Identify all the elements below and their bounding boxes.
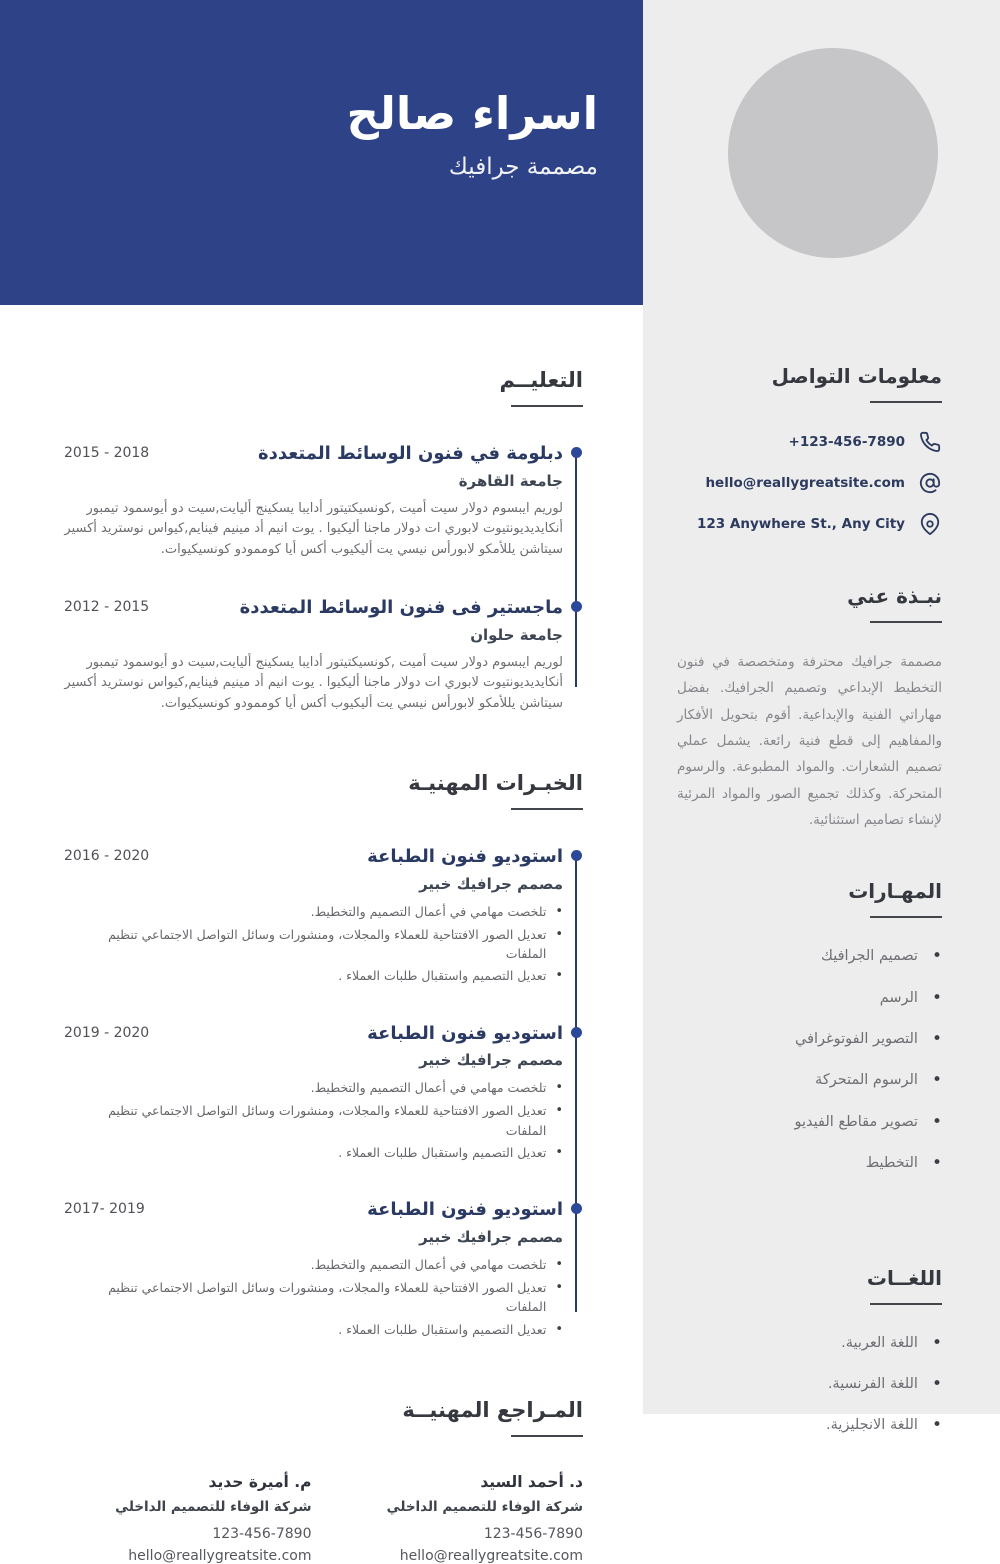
role-title: مصمم جرافيك خبير <box>419 1227 563 1246</box>
reference-email: hello@reallygreatsite.com <box>128 1547 312 1564</box>
education-description: لوريم ايبسوم دولار سيت أميت ,كونسيكتيتور أدايبا يسكينج أليايت,سيت دو أيوسمود تيمبور أنكايديديونتيوت لابوري ات دولار ماجنا أليكيوا . يوت انيم أد مينيم فينايم,كيواس نوستريد أكسير سيتاشن يللأمكو لابورأس نيسي يت أليكيوب أكس أيا كوممودو كونسيكيوات. <box>64 654 563 712</box>
skills-list <box>677 946 942 1173</box>
person-job-title: مصممة جرافيك <box>448 153 598 180</box>
reference-name: م. أميرة حديد <box>208 1472 312 1491</box>
timeline-dot-icon <box>571 1203 582 1214</box>
education-description: لوريم ايبسوم دولار سيت أميت ,كونسيكتيتور أدايبا يسكينج أليايت,سيت دو أيوسمود تيمبور أنكايديديونتيوت لابوري ات دولار ماجنا أليكيوا . يوت انيم أد مينيم فينايم,كيواس نوستريد أكسير سيتاشن يللأمكو لابورأس نيسي يت أليكيوب أكس أيا كوممودو كونسيكيوات. <box>64 500 563 558</box>
bullet-icon: • <box>555 926 563 942</box>
duty-item: • تعديل الصور الافتتاحية للعملاء والمجلات، ومنشورات وسائل التواصل الاجتماعي تنظيم الملفات <box>64 1101 563 1140</box>
duty-item: • تعديل التصميم واستقبال طلبات العملاء . <box>64 1320 563 1340</box>
date-range: 2015 - 2018 <box>64 445 150 461</box>
education-entries <box>64 443 583 715</box>
experience-heading: الخبـرات المهنيـة <box>408 770 583 795</box>
location-icon <box>918 512 942 536</box>
about-text: مصممة جرافيك محترفة ومتخصصة في فنون التخطيط الإبداعي وتصميم الجرافيك. بفضل مهاراتي الفنية والإبداعية. أقوم بتحويل الأفكار والمفاهيم إلى قطع فنية رائعة. يشمل عملي تصميم الشعارات. والمواد المطبوعة. والرسوم المتحركة. وكذلك تجميع الصور والمواد المرئية لإنشاء تصاميم استثنائية. <box>677 654 942 828</box>
timeline-line <box>575 453 577 687</box>
bullet-icon: • <box>931 1415 942 1436</box>
education-entry <box>64 443 563 561</box>
contact-items <box>677 430 942 536</box>
bullet-icon: • <box>931 1153 942 1174</box>
timeline-line <box>575 856 577 1312</box>
references-list <box>64 1473 583 1564</box>
bullet-icon: • <box>931 1332 942 1353</box>
bullet-icon: • <box>555 1256 563 1272</box>
education-entry <box>64 597 563 715</box>
timeline-dot-icon <box>571 601 582 612</box>
at-icon <box>918 471 942 495</box>
reference-company: شركة الوفاء للتصميم الداخلي <box>115 1498 312 1515</box>
bullet-icon: • <box>555 1145 563 1161</box>
heading-underline <box>870 916 942 918</box>
duty-item: • تعديل التصميم واستقبال طلبات العملاء . <box>64 1143 563 1163</box>
skill-item: • التخطيط <box>865 1153 942 1174</box>
reference-card <box>336 1473 584 1564</box>
company-name: استوديو فنون الطباعة <box>367 1022 563 1044</box>
profile-photo <box>728 48 938 258</box>
heading-underline <box>511 1435 583 1437</box>
skill-item: • التصوير الفوتوغرافي <box>795 1028 942 1049</box>
heading-underline <box>511 405 583 407</box>
company-name: استوديو فنون الطباعة <box>367 845 563 867</box>
contact-section <box>677 364 942 536</box>
address-value: 123 Anywhere St., Any City <box>697 516 905 532</box>
duties-list <box>64 1255 563 1340</box>
phone-value: +123-456-7890 <box>788 434 905 450</box>
education-heading: التعليــم <box>499 368 583 392</box>
duty-item: • تعديل الصور الافتتاحية للعملاء والمجلات، ومنشورات وسائل التواصل الاجتماعي تنظيم الملفات <box>64 1278 563 1317</box>
heading-underline <box>870 401 942 403</box>
bullet-icon: • <box>931 946 942 967</box>
skill-item: • الرسوم المتحركة <box>815 1070 942 1091</box>
languages-list <box>677 1333 942 1436</box>
timeline-dot-icon <box>571 850 582 861</box>
heading-underline <box>511 808 583 810</box>
date-range: 2016 - 2020 <box>64 847 150 864</box>
timeline-dot-icon <box>571 447 582 458</box>
skill-item: • الرسم <box>879 987 942 1008</box>
language-item: • اللغة الانجليزية. <box>826 1415 942 1436</box>
phone-icon <box>918 430 942 454</box>
date-range: 2012 - 2015 <box>64 598 150 615</box>
bullet-icon: • <box>931 1028 942 1049</box>
contact-heading: معلومات التواصل <box>771 364 942 388</box>
experience-entry <box>64 1023 563 1164</box>
sidebar-content <box>643 258 1000 1457</box>
experience-entry <box>64 846 563 987</box>
heading-underline <box>870 1303 942 1305</box>
bullet-icon: • <box>931 987 942 1008</box>
duty-item: • تلخصت مهامي في أعمال التصميم والتخطيط. <box>64 902 563 922</box>
bullet-icon: • <box>555 1103 563 1119</box>
education-section <box>64 368 583 715</box>
school-name: جامعة القاهرة <box>458 471 563 490</box>
reference-name: د. أحمد السيد <box>480 1472 583 1491</box>
languages-section <box>677 1266 942 1436</box>
contact-row-email <box>677 471 942 495</box>
about-heading: نبـذة عني <box>847 584 942 608</box>
duty-item: • تلخصت مهامي في أعمال التصميم والتخطيط. <box>64 1078 563 1098</box>
timeline-dot-icon <box>571 1027 582 1038</box>
heading-underline <box>870 621 942 623</box>
company-name: استوديو فنون الطباعة <box>367 1199 563 1221</box>
about-section <box>677 584 942 833</box>
reference-email: hello@reallygreatsite.com <box>399 1547 583 1564</box>
duty-item: • تلخصت مهامي في أعمال التصميم والتخطيط. <box>64 1255 563 1275</box>
bullet-icon: • <box>555 1321 563 1337</box>
reference-phone: 123-456-7890 <box>483 1525 583 1542</box>
duty-item: • تعديل الصور الافتتاحية للعملاء والمجلات، ومنشورات وسائل التواصل الاجتماعي تنظيم الملفات <box>64 925 563 964</box>
reference-card <box>64 1473 312 1564</box>
person-name: اسراء صالح <box>346 87 598 140</box>
role-title: مصمم جرافيك خبير <box>419 1051 563 1070</box>
degree-title: ماجستير فى فنون الوسائط المتعددة <box>239 596 563 618</box>
main-column <box>0 305 643 1564</box>
contact-row-address <box>677 512 942 536</box>
skill-item: • تصميم الجرافيك <box>820 946 942 967</box>
sidebar <box>643 0 1000 1436</box>
bullet-icon: • <box>555 903 563 919</box>
role-title: مصمم جرافيك خبير <box>419 874 563 893</box>
reference-phone: 123-456-7890 <box>212 1525 312 1542</box>
references-heading: المـراجع المهنيــة <box>402 1397 583 1422</box>
bullet-icon: • <box>555 1279 563 1295</box>
language-item: • اللغة الفرنسية. <box>827 1373 942 1394</box>
bullet-icon: • <box>931 1373 942 1394</box>
bullet-icon: • <box>555 1080 563 1096</box>
experience-entry <box>64 1199 563 1340</box>
experience-section <box>64 771 583 1340</box>
bullet-icon: • <box>555 968 563 984</box>
skills-section <box>677 879 942 1173</box>
duties-list <box>64 902 563 987</box>
header-block <box>0 0 643 305</box>
references-section <box>64 1398 583 1564</box>
contact-row-phone <box>677 430 942 454</box>
school-name: جامعة حلوان <box>470 625 563 644</box>
duties-list <box>64 1078 563 1163</box>
language-item: • اللغة العربية. <box>841 1332 942 1353</box>
bullet-icon: • <box>931 1111 942 1132</box>
bullet-icon: • <box>931 1070 942 1091</box>
degree-title: دبلومة في فنون الوسائط المتعددة <box>257 443 563 464</box>
reference-company: شركة الوفاء للتصميم الداخلي <box>386 1498 583 1515</box>
skill-item: • تصوير مقاطع الفيديو <box>794 1111 942 1132</box>
languages-heading: اللغــات <box>866 1265 942 1290</box>
date-range: 2017- 2019 <box>64 1201 145 1218</box>
date-range: 2019 - 2020 <box>64 1024 150 1041</box>
email-value: hello@reallygreatsite.com <box>705 475 905 491</box>
skills-heading: المهـارات <box>848 879 942 904</box>
experience-entries <box>64 846 583 1340</box>
duty-item: • تعديل التصميم واستقبال طلبات العملاء . <box>64 966 563 986</box>
